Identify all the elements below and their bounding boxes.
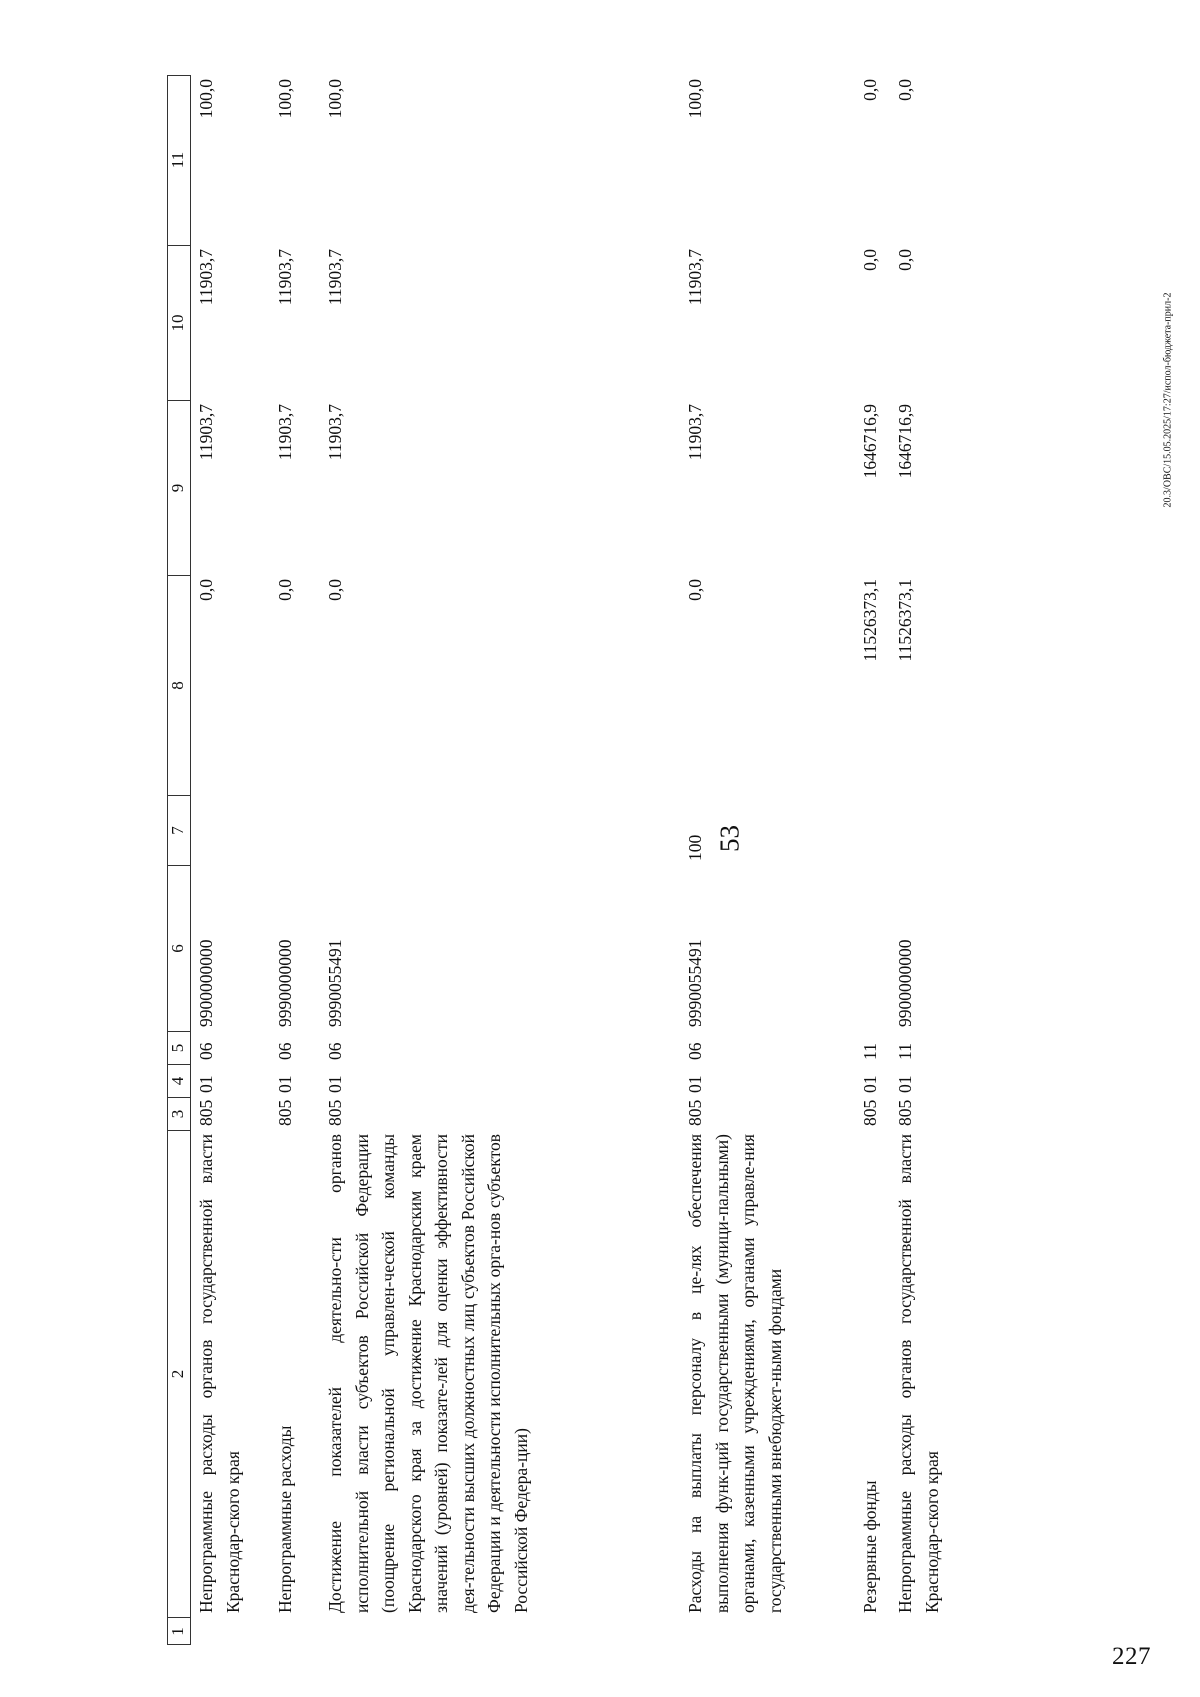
cell-c6: 9990000000	[275, 939, 295, 1027]
cell-c11: 100,0	[325, 79, 345, 119]
cell-c10: 11903,7	[325, 249, 345, 306]
column-header-10: 10	[167, 245, 191, 400]
cell-c4: 01	[325, 1075, 345, 1093]
cell-desc: Достижение показателей деятельно-сти органов исполнительной власти субъектов Российской Федерации (поощрение региональной управлен-ческой команды Краснодарского края за достижение Краснодарским краем значений (уровней) показате-лей для оценки эффективности дея-тельности высших должностных лиц субъектов Российской Федерации и деятельности исполнительных орга-нов субъектов Российской Федера-ции)	[325, 1134, 531, 1613]
column-header-11: 11	[168, 151, 187, 169]
cell-c11: 0,0	[895, 79, 915, 101]
cell-c3: 805	[895, 1099, 915, 1126]
cell-c11: 100,0	[275, 79, 295, 119]
column-header-7: 7	[167, 795, 191, 865]
cell-c10: 0,0	[860, 249, 880, 271]
page-number-top: 53	[714, 825, 745, 852]
cell-c3: 805	[325, 1099, 345, 1126]
cell-desc: Непрограммные расходы	[275, 1425, 295, 1613]
cell-c8: 11526373,1	[895, 579, 915, 662]
cell-c10: 11903,7	[685, 249, 705, 306]
cell-desc: Расходы на выплаты персоналу в це-лях обеспечения выполнения функ-ций государственными (муници-пальными) органами, казенными учреждениями, органами управле-ния государственными внебюджет-ными фондами	[685, 1134, 785, 1613]
cell-c6: 9900000000	[895, 939, 915, 1027]
cell-c4: 01	[196, 1075, 216, 1093]
column-header-8: 8	[167, 575, 191, 795]
cell-c6: 9990055491	[325, 939, 345, 1027]
column-header-1: 1	[167, 1617, 191, 1645]
cell-desc: Непрограммные расходы органов государственной власти Краснодар-ского края	[196, 1134, 243, 1613]
cell-c9: 11903,7	[196, 404, 216, 461]
cell-c11: 100,0	[196, 79, 216, 119]
budget-table	[167, 75, 1067, 1645]
cell-c3: 805	[196, 1099, 216, 1126]
cell-c4: 01	[685, 1075, 705, 1093]
cell-c8: 0,0	[196, 579, 216, 601]
column-header-2: 2	[167, 1130, 191, 1617]
cell-c9: 11903,7	[685, 404, 705, 461]
cell-c9: 1646716,9	[895, 404, 915, 479]
cell-c8: 11526373,1	[860, 579, 880, 662]
cell-c4: 01	[895, 1075, 915, 1093]
page-number-bottom: 227	[1112, 1643, 1151, 1670]
column-header-5: 5	[167, 1031, 191, 1064]
cell-c3: 805	[275, 1099, 295, 1126]
cell-c8: 0,0	[325, 579, 345, 601]
cell-c3: 805	[685, 1099, 705, 1126]
margin-note: 20.3/ОВС/15.05.2025/17:27/испол-бюджета-прил-2	[1162, 292, 1174, 508]
cell-c8: 0,0	[275, 579, 295, 601]
cell-c7: 100	[685, 834, 705, 861]
cell-c5: 06	[685, 1042, 705, 1060]
cell-desc: Резервные фонды	[860, 1480, 880, 1613]
cell-c4: 01	[860, 1075, 880, 1093]
column-header-4: 4	[167, 1064, 191, 1097]
column-header-6: 6	[167, 865, 191, 1031]
cell-c4: 01	[275, 1075, 295, 1093]
cell-c10: 11903,7	[196, 249, 216, 306]
cell-c9: 11903,7	[275, 404, 295, 461]
cell-c5: 11	[860, 1043, 880, 1060]
cell-c11: 100,0	[685, 79, 705, 119]
column-header-3: 3	[167, 1097, 191, 1130]
cell-c10: 11903,7	[275, 249, 295, 306]
cell-desc: Непрограммные расходы органов государственной власти Краснодар-ского края	[895, 1134, 942, 1613]
cell-c8: 0,0	[685, 579, 705, 601]
cell-c3: 805	[860, 1099, 880, 1126]
cell-c5: 06	[325, 1042, 345, 1060]
cell-c5: 06	[275, 1042, 295, 1060]
cell-c10: 0,0	[895, 249, 915, 271]
cell-c9: 11903,7	[325, 404, 345, 461]
column-header-9: 9	[167, 400, 191, 575]
cell-c5: 06	[196, 1042, 216, 1060]
cell-c6: 9900000000	[196, 939, 216, 1027]
cell-c6: 9990055491	[685, 939, 705, 1027]
cell-c5: 11	[895, 1043, 915, 1060]
cell-c11: 0,0	[860, 79, 880, 101]
cell-c9: 1646716,9	[860, 404, 880, 479]
